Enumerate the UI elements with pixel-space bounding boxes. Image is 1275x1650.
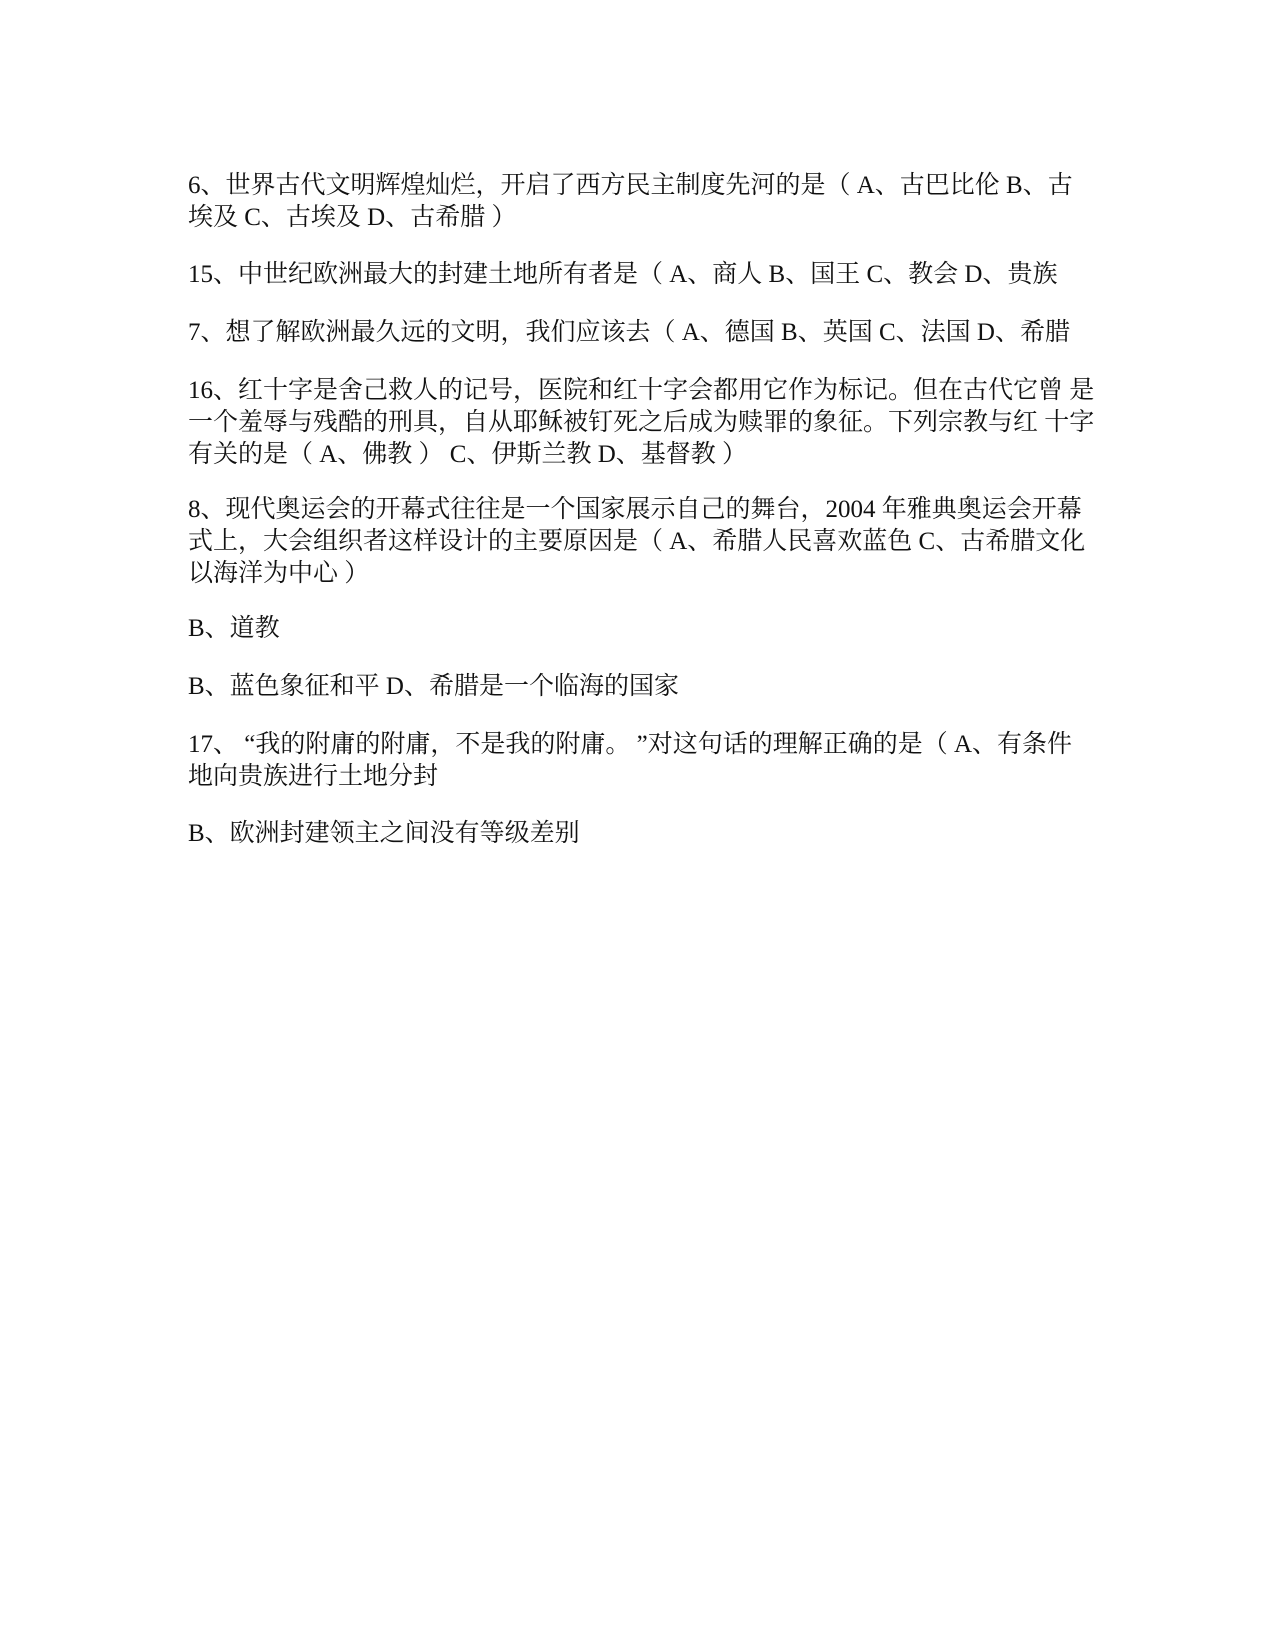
option-b-taoism	[188, 613, 1100, 645]
question-16	[188, 375, 1100, 471]
text-line: 以海洋为中心 ）	[188, 560, 370, 587]
text-line: 有关的是（ A、佛教 ） C、伊斯兰教 D、基督教 ）	[188, 441, 748, 468]
text-line: 埃及 C、古埃及 D、古希腊 ）	[188, 204, 517, 231]
text-line: 6、世界古代文明辉煌灿烂，开启了西方民主制度先河的是（ A、古巴比伦 B、古	[188, 172, 1073, 199]
question-8	[188, 494, 1100, 590]
text-line: 8、现代奥运会的开幕式往往是一个国家展示自己的舞台，2004 年雅典奥运会开幕	[188, 496, 1082, 523]
question-7	[188, 317, 1100, 349]
text-line: 地向贵族进行土地分封	[188, 763, 439, 790]
text-line: 式上，大会组织者这样设计的主要原因是（ A、希腊人民喜欢蓝色 C、古希腊文化	[188, 528, 1086, 555]
option-b-no-hierarchy	[188, 818, 1100, 850]
question-6	[188, 170, 1100, 234]
text-line: 17、 “我的附庸的附庸，不是我的附庸。 ”对这句话的理解正确的是（ A、有条件	[188, 731, 1072, 758]
text-line: 一个羞辱与残酷的刑具，自从耶稣被钉死之后成为赎罪的象征。下列宗教与红 十字	[188, 409, 1095, 436]
text-line: 15、中世纪欧洲最大的封建土地所有者是（ A、商人 B、国王 C、教会 D、贵族	[188, 261, 1058, 288]
text-line: 7、想了解欧洲最久远的文明，我们应该去（ A、德国 B、英国 C、法国 D、希腊	[188, 319, 1070, 346]
question-17	[188, 729, 1100, 793]
question-15	[188, 259, 1100, 291]
text-line: B、欧洲封建领主之间没有等级差别	[188, 820, 580, 847]
text-line: 16、红十字是舍己救人的记号，医院和红十字会都用它作为标记。但在古代它曾 是	[188, 377, 1095, 404]
text-line: B、蓝色象征和平 D、希腊是一个临海的国家	[188, 673, 679, 700]
option-b-blue-peace	[188, 671, 1100, 703]
text-line: B、道教	[188, 615, 280, 642]
